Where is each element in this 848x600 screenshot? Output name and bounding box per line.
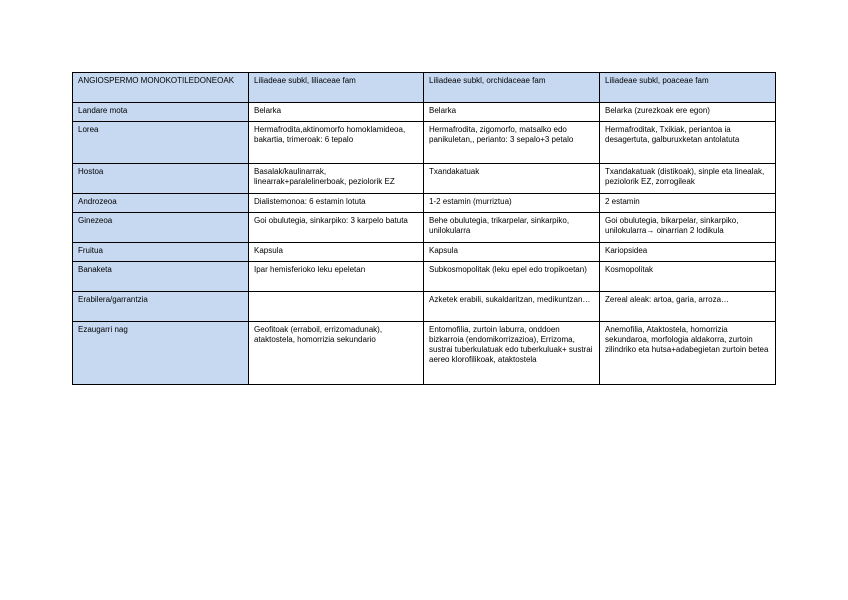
table-cell: Ipar hemisferioko leku epeletan bbox=[249, 262, 424, 292]
table-cell: Belarka (zurezkoak ere egon) bbox=[600, 103, 776, 122]
table-cell: 2 estamin bbox=[600, 194, 776, 213]
header-cell: Liliadeae subkl, orchidaceae fam bbox=[424, 73, 600, 103]
table-cell: Anemofilia, Ataktostela, homorrizia sekundaroa, morfologia aldakorra, zurtoin zilindriko eta hutsa+adabegietan zurtoin betea bbox=[600, 322, 776, 385]
table-cell: Hermafrodita, zigomorfo, matsalko edo panikuletan,, perianto: 3 sepalo+3 petalo bbox=[424, 122, 600, 164]
table-cell: Subkosmopolitak (leku epel edo tropikoetan) bbox=[424, 262, 600, 292]
table-cell: Entomofilia, zurtoin laburra, onddoen bizkarroia (endomikorrizazioa), Errizoma, sustrai tuberkulatuak edo tuberkuluak+ sustrai aereo klorofilikoak, ataktostela bbox=[424, 322, 600, 385]
table-cell: Geofitoak (erraboil, errizomadunak), ataktostela, homorrizia sekundario bbox=[249, 322, 424, 385]
row-label: Lorea bbox=[73, 122, 249, 164]
header-cell: Liliadeae subkl, liliaceae fam bbox=[249, 73, 424, 103]
table-cell: Kariopsidea bbox=[600, 243, 776, 262]
table-cell: Belarka bbox=[249, 103, 424, 122]
table-cell: Behe obulutegia, trikarpelar, sinkarpiko, unilokularra bbox=[424, 213, 600, 243]
row-label: Ezaugarri nag bbox=[73, 322, 249, 385]
table-cell: Zereal aleak: artoa, garia, arroza… bbox=[600, 292, 776, 322]
row-label: Banaketa bbox=[73, 262, 249, 292]
table-row bbox=[73, 243, 776, 262]
table-cell: Dialistemonoa: 6 estamin lotuta bbox=[249, 194, 424, 213]
table-header-row bbox=[73, 73, 776, 103]
table-cell: Kapsula bbox=[424, 243, 600, 262]
table-cell: 1-2 estamin (murriztua) bbox=[424, 194, 600, 213]
table-cell: Goi obulutegia, bikarpelar, sinkarpiko, unilokularra→ oinarrian 2 lodikula bbox=[600, 213, 776, 243]
row-label: Androzeoa bbox=[73, 194, 249, 213]
table-cell bbox=[249, 292, 424, 322]
table-cell: Basalak/kaulinarrak, linearrak+paralelinerboak, peziolorik EZ bbox=[249, 164, 424, 194]
table-cell: Kapsula bbox=[249, 243, 424, 262]
header-cell: ANGIOSPERMO MONOKOTILEDONEOAK bbox=[73, 73, 249, 103]
table-cell: Goi obulutegia, sinkarpiko: 3 karpelo batuta bbox=[249, 213, 424, 243]
table-row bbox=[73, 262, 776, 292]
table-row bbox=[73, 322, 776, 385]
table-row bbox=[73, 213, 776, 243]
table-cell: Azketek erabili, sukaldaritzan, medikuntzan… bbox=[424, 292, 600, 322]
row-label: Ginezeoa bbox=[73, 213, 249, 243]
row-label: Hostoa bbox=[73, 164, 249, 194]
table-row bbox=[73, 103, 776, 122]
comparison-table bbox=[72, 72, 776, 385]
row-label: Erabilera/garrantzia bbox=[73, 292, 249, 322]
row-label: Fruitua bbox=[73, 243, 249, 262]
table-cell: Hermafrodita,aktinomorfo homoklamideoa, bakartia, trimeroak: 6 tepalo bbox=[249, 122, 424, 164]
table-cell: Txandakatuak bbox=[424, 164, 600, 194]
table-cell: Hermafroditak, Txikiak, periantoa ia desagertuta, galburuxketan antolatuta bbox=[600, 122, 776, 164]
row-label: Landare mota bbox=[73, 103, 249, 122]
table-cell: Kosmopolitak bbox=[600, 262, 776, 292]
table-row bbox=[73, 122, 776, 164]
table-row bbox=[73, 292, 776, 322]
table-row bbox=[73, 194, 776, 213]
table-cell: Belarka bbox=[424, 103, 600, 122]
header-cell: Liliadeae subkl, poaceae fam bbox=[600, 73, 776, 103]
table-row bbox=[73, 164, 776, 194]
table-cell: Txandakatuak (distikoak), sinple eta linealak, peziolorik EZ, zorrogileak bbox=[600, 164, 776, 194]
